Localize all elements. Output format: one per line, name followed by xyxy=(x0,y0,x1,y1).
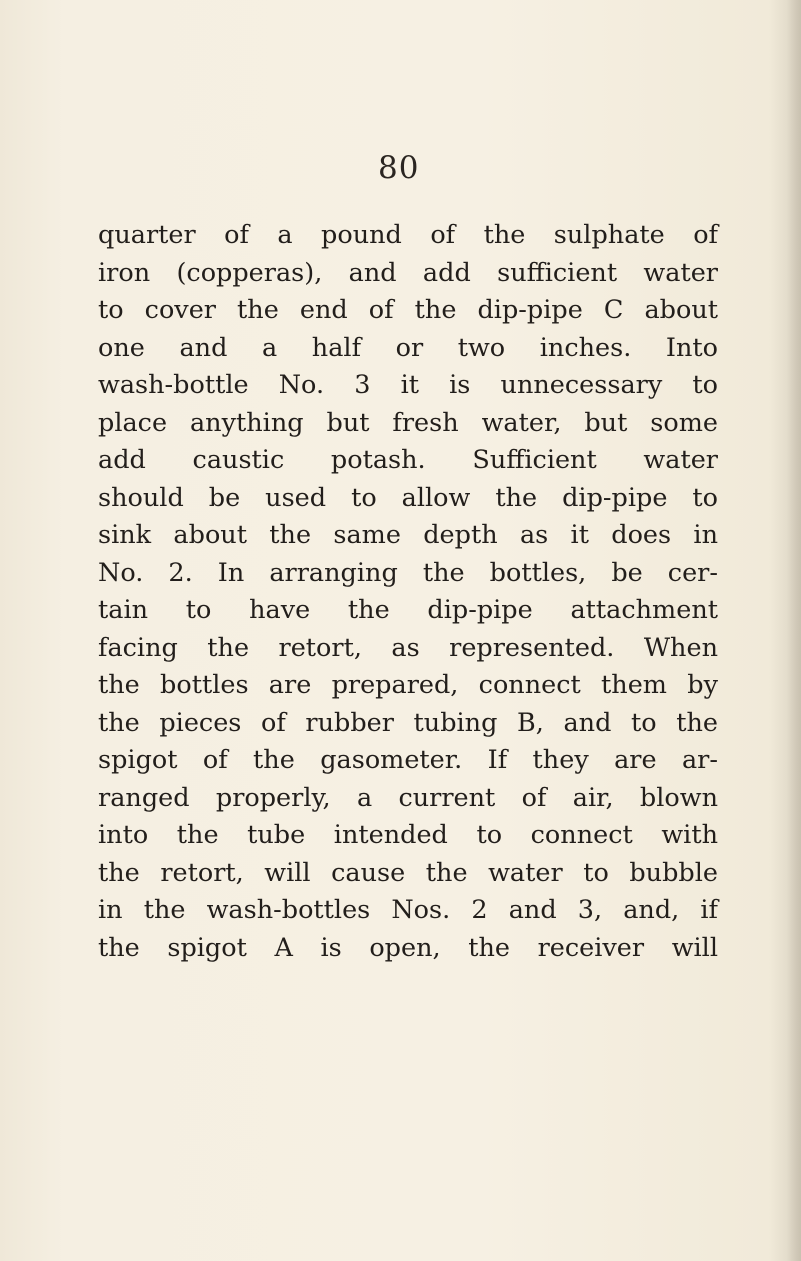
text-line: into the tube intended to connect with xyxy=(98,820,718,850)
text-line: sink about the same depth as it does in xyxy=(98,520,718,550)
text-line: quarter of a pound of the sulphate of xyxy=(98,220,718,250)
text-line: the retort, will cause the water to bubble xyxy=(98,857,718,888)
text-line: wash-bottle No. 3 it is unnecessary to xyxy=(98,370,718,400)
text-line: tain to have the dip-pipe attachment xyxy=(98,595,718,625)
text-line: add caustic potash. Sufficient water xyxy=(98,445,718,475)
text-line: the spigot A is open, the receiver will xyxy=(98,932,718,963)
page-edge-shadow xyxy=(787,0,801,1261)
text-line: ranged properly, a current of air, blown xyxy=(98,782,718,813)
text-line: facing the retort, as represented. When xyxy=(98,632,718,663)
text-line: place anything but fresh water, but some xyxy=(98,407,718,438)
text-line: No. 2. In arranging the bottles, be cer- xyxy=(98,557,718,588)
text-line: one and a half or two inches. Into xyxy=(98,332,718,363)
text-line: should be used to allow the dip-pipe to xyxy=(98,482,718,513)
body-paragraph xyxy=(98,217,718,967)
text-line: spigot of the gasometer. If they are ar- xyxy=(98,745,718,775)
text-line: iron (copperas), and add sufficient water xyxy=(98,257,718,288)
text-line: to cover the end of the dip-pipe C about xyxy=(98,295,718,325)
text-line: the bottles are prepared, connect them by xyxy=(98,670,718,700)
page-number: 80 xyxy=(378,150,420,186)
text-line: in the wash-bottles Nos. 2 and 3, and, if xyxy=(98,895,718,925)
text-line: the pieces of rubber tubing B, and to the xyxy=(98,707,718,738)
